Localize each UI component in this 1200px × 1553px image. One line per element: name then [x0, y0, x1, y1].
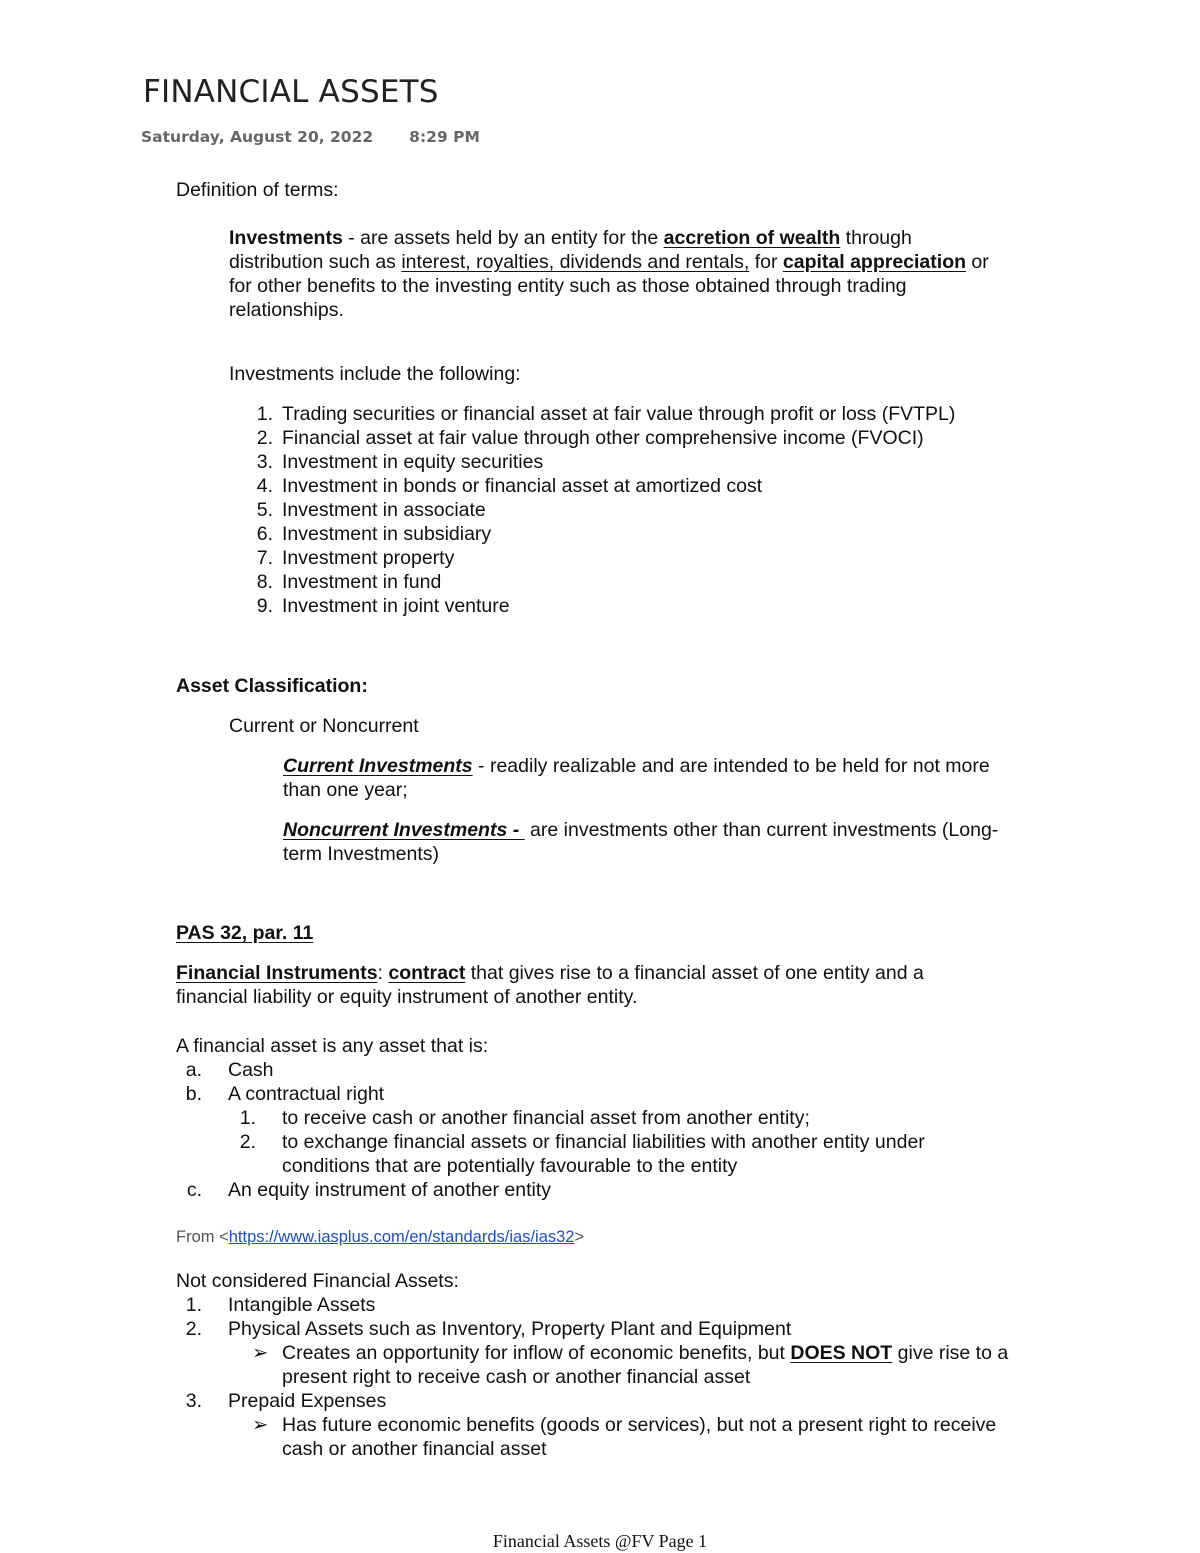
current-investments-definition: [283, 754, 1103, 802]
list-item-text: Investment property: [282, 547, 455, 569]
list-item-text: A contractual right: [228, 1083, 385, 1105]
list-item-text: to receive cash or another financial asset from another entity;: [282, 1107, 810, 1129]
not-financial-assets-list: [176, 1293, 1116, 1461]
citation-suffix: >: [574, 1228, 585, 1246]
list-marker: 2.: [239, 1131, 256, 1153]
list-item-text: to exchange financial assets or financial liabilities with another entity under: [282, 1131, 925, 1153]
list-item-text: Has future economic benefits (goods or services), but not a present right to receive: [282, 1414, 997, 1436]
list-marker: a.: [185, 1059, 202, 1081]
pas32-heading: PAS 32, par. 11: [176, 922, 314, 944]
financial-asset-list: [176, 1058, 1076, 1202]
definition-text: than one year;: [283, 779, 408, 801]
ias32-link[interactable]: https://www.iasplus.com/en/standards/ias/ias32: [228, 1228, 575, 1246]
arrow-bullet-icon: ➢: [252, 1342, 269, 1364]
definition-text: financial liability or equity instrument of another entity.: [176, 986, 638, 1008]
list-item: [247, 570, 1107, 594]
citation-prefix: From <: [176, 1228, 229, 1246]
accretion-term: accretion of wealth: [663, 227, 841, 249]
definition-text: through: [840, 227, 912, 249]
definition-text: - are assets held by an entity for the: [342, 227, 664, 249]
definition-text: or: [966, 251, 989, 273]
list-item-text: Investment in equity securities: [282, 451, 544, 473]
list-item-text: Intangible Assets: [228, 1294, 376, 1316]
list-marker: 2.: [256, 427, 273, 449]
list-item: [176, 1293, 1116, 1317]
definition-text: for other benefits to the investing entity such as those obtained through trading: [229, 275, 907, 297]
definition-text: distribution such as: [229, 251, 402, 273]
list-item-text: Investment in associate: [282, 499, 486, 521]
investments-term: Investments: [229, 227, 343, 249]
list-marker: 1.: [239, 1107, 256, 1129]
list-item-text: Prepaid Expenses: [228, 1390, 387, 1412]
noncurrent-investments-definition: [283, 818, 1103, 866]
list-item-text: cash or another financial asset: [282, 1438, 547, 1460]
definition-text: for: [749, 251, 783, 273]
capital-appreciation-term: capital appreciation: [782, 251, 967, 273]
list-item-text: Investment in subsidiary: [282, 523, 492, 545]
list-marker: 9.: [256, 595, 273, 617]
definition-text: are investments other than current investments (Long-: [524, 819, 999, 841]
list-item: [176, 1082, 1076, 1106]
list-item-text: give rise to a: [892, 1342, 1009, 1364]
list-item-text: Investment in fund: [282, 571, 442, 593]
list-marker: 1.: [256, 403, 273, 425]
investments-list: [247, 402, 1107, 618]
list-item: [176, 1178, 1076, 1202]
financial-instruments-term: Financial Instruments: [176, 962, 378, 984]
list-item: [247, 546, 1107, 570]
list-item-text: Investment in joint venture: [282, 595, 510, 617]
page-footer: Financial Assets @FV Page 1: [492, 1531, 708, 1551]
list-marker: 3.: [185, 1390, 202, 1412]
distribution-types: interest, royalties, dividends and rentals,: [401, 251, 750, 273]
list-item-text: Physical Assets such as Inventory, Property Plant and Equipment: [228, 1318, 792, 1340]
list-marker: 1.: [185, 1294, 202, 1316]
list-marker: 5.: [256, 499, 273, 521]
source-citation: [176, 1225, 584, 1249]
list-marker: 3.: [256, 451, 273, 473]
list-item-text: Investment in bonds or financial asset at amortized cost: [282, 475, 763, 497]
page-title: FINANCIAL ASSETS: [143, 74, 439, 110]
list-item: [247, 426, 1107, 450]
arrow-bullet-icon: ➢: [252, 1414, 269, 1436]
list-marker: 2.: [185, 1318, 202, 1340]
financial-instruments-definition: [176, 961, 1076, 1009]
list-item-text: Creates an opportunity for inflow of economic benefits, but: [282, 1342, 791, 1364]
note-date: Saturday, August 20, 2022: [141, 128, 374, 146]
list-item: [176, 1389, 1116, 1413]
contract-term: contract: [388, 962, 466, 984]
list-marker: 6.: [256, 523, 273, 545]
list-item: [176, 1058, 1076, 1082]
list-item: [247, 474, 1107, 498]
current-investments-term: Current Investments: [283, 755, 473, 777]
list-item-text: An equity instrument of another entity: [228, 1179, 552, 1201]
definition-text: - readily realizable and are intended to be held for not more: [472, 755, 990, 777]
list-item: [176, 1130, 1076, 1178]
classification-subheading: Current or Noncurrent: [229, 715, 419, 737]
list-marker: 4.: [256, 475, 273, 497]
investments-definition: [229, 226, 1109, 322]
list-marker: 8.: [256, 571, 273, 593]
list-item: [176, 1106, 1076, 1130]
definition-text: term Investments): [283, 843, 440, 865]
list-marker: c.: [186, 1179, 202, 1201]
list-item: [176, 1317, 1116, 1341]
list-item: [247, 522, 1107, 546]
list-item: [247, 402, 1107, 426]
list-marker: b.: [185, 1083, 202, 1105]
definition-text: relationships.: [229, 299, 344, 321]
list-item: [176, 1341, 1116, 1389]
investments-list-intro: Investments include the following:: [229, 363, 521, 385]
not-financial-assets-intro: Not considered Financial Assets:: [176, 1270, 459, 1292]
does-not-emphasis: DOES NOT: [790, 1342, 893, 1364]
note-timestamp: [141, 128, 480, 146]
definition-text: that gives rise to a financial asset of one entity and a: [465, 962, 924, 984]
list-item: [247, 498, 1107, 522]
definition-text: :: [377, 962, 389, 984]
list-item-text: Trading securities or financial asset at fair value through profit or loss (FVTPL): [282, 403, 956, 425]
list-item-text: Financial asset at fair value through other comprehensive income (FVOCI): [282, 427, 924, 449]
list-item-text: present right to receive cash or another financial asset: [282, 1366, 751, 1388]
list-item-text: Cash: [228, 1059, 274, 1081]
definitions-heading: Definition of terms:: [176, 179, 339, 201]
list-item: [176, 1413, 1116, 1461]
noncurrent-investments-term: Noncurrent Investments -: [283, 819, 525, 841]
list-marker: 7.: [256, 547, 273, 569]
note-time: 8:29 PM: [409, 128, 480, 146]
asset-classification-heading: Asset Classification:: [176, 675, 368, 697]
financial-asset-intro: A financial asset is any asset that is:: [176, 1035, 489, 1057]
list-item: [247, 594, 1107, 618]
list-item-text: conditions that are potentially favourable to the entity: [282, 1155, 738, 1177]
list-item: [247, 450, 1107, 474]
